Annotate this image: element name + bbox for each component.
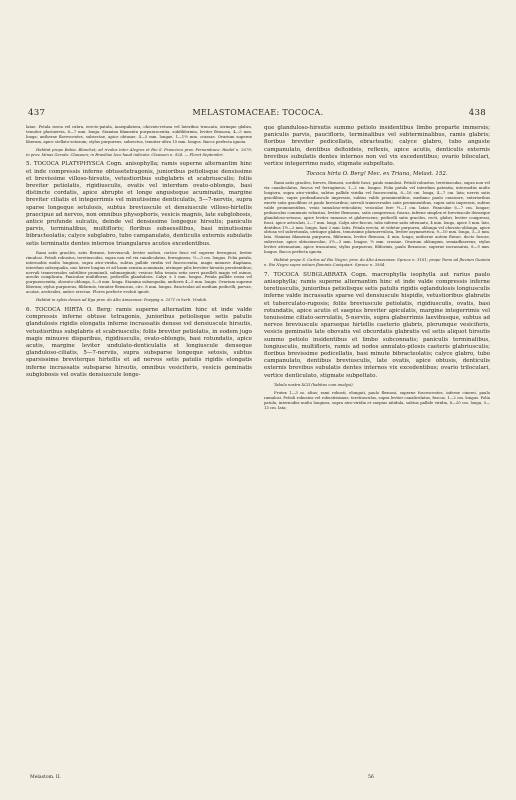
gathering-number: 56 [368,775,374,780]
species6-description: Rami satis graciles, breves, flexuosi, sordide fusci, paulo ramulosi. Petioli robustus, teretiusculus, supra non vel vix canaliculatus, fuscus vel ferrugineus, 1—2 cm. longus. Folia patula vel interdum patentia, internodiis multo longiora, supra atro-viridia, subtus pallide viridia vel fuscescentia, 8—16 cm. longa, 4—7 cm. lata; nervis satis gracilibus, supra profundiuscule impressis, subtus valde prominentibus, mediano paulo crassiore, exterioribus exerte satis gracilibus et paulo brevioribus; nervuli transversales satis prominentibus, supra satis impressis, subtus valde prominentibus, venis ramuloso-reticulatis; vesiculae fere ½—1 cm. latae. Paniculae 6—7 cm. longae; pedunculus communis robustus, leviter flexuosus, satis compressus, fuscus, inferne simplex et breviuscule denseque glanduloso-setosus, apice leviter ramosus et glabrescens; pedicelli satis graciles, recti, glabri, leviter compressi, fusci, apice articulati, 2—7 mm. longi. Calyx atro-fuscus, tubo inferne satis attenuato, 4 mm. longo, apice 3 mm. lato, dentibus 1½—2 mm. longis, basi 2 mm. latis. Petala erecta, ut videtur purpurea, oblonga vel obovato-oblonga, apice obtusa vel subretusula, utrinque glabra, tenuissime plurinervulosa, leviter asymmetrica, 9—10 mm. longa, 3—5 mm. lata. Stamina filamenta purpurea, filiformia, leviter flexuosa, 4 mm. longa; antherae autem flavae, docto fuscae, subrectae, apice obtusiusculae, 2½—3 mm. longae, ½ mm. crassae. Ovarium oblongum, semiadhaerens; stylus leviter attenuatum, apice truncatum; stylus purpureus, filiformis, paulo flexuosus, superne incrassatus, 8—9 mm. longus. Bacca perfecta ignota. [264,180,490,255]
species5-description: Rami satis graciles, satis flexuosi, breviusculi, leviter nodosi, cortice fusci vel superne ferruginei, leviter rimulosi. Petioli robustus, teretiusculus, supra non vel vix canaliculatus, ferrugineus, ½—3 cm. longus. Folia patula, internodiis multo longiora, supra atro-viridia, subtus pallide viridia vel fuscescentia, magis minusve diaphana, interdum subsequalia, uno latere longius et ad basin sensim acuminata, utrinque pilis breviter hirsutis persitentibus; nervuli transversales subtiliter prominuli, submarginati; vesicae folia tenuia setis nervi paralleli magis vel minus, areolis complicata. Paniculae multiflorae, pedicellis glandulosis. Calyx ± 3 mm. longus. Petala pallide rosea vel purpurascentia, obovato-oblonga, 5—6 mm. longa. Stamina subaequalia, antheris 4—5 mm. longis. Ovarium superne liberum; stylus purpureus, filiformis, tenuiter flexuosus, circ. 8 mm. longus. Bracteolae ad medium pedicelli, parvae, acutae, aestivales, antice erectae. Flores perfecte evoluti ignoti. [26,249,252,295]
species5-habitat: Habitat in sylvis densis ad Ega prov. do Alto Amazonas: Poeppig n. 2571 in herb. Vindob. [36,297,208,303]
species7-description: Frutex 1—3 m. altus; rami robusti, elongati, paulo flexuosi, superne fuscescentes, inferne cinerei, paulo ramulosi. Petioli robustus vel robustissimus, teretiusculus, supra leviter canaliculatus, fuscus, 1—2 cm. longus. Folia patula, internodiis multo longiora, supra atro-viridia et saepius nitidula, subtus pallide viridia, 8—20 cm. longa, 5—13 cm. lata; [264,389,490,410]
right-column [264,125,490,413]
page-number-left: 437 [28,108,46,118]
species5-diagnosis: 5. TOCOCA PLATYPHYSCA Cogn. anisophylla; ramis superne alternantim hinc et inde compressis inferne obtusetetragonis, junioribus petiolisque densissime et brevissime villoso-hirsutis, vetustioribus subglabris et scabriusculis; foliis breviter petiolatis, rigidiusculis, ovatis vel interdum ovato-oblongis, basi distincte cordatis, apice abrupte et longe angusteque acuminatis, margine breviter ciliatis et integerrimis vel minutissime denticulatis, 5—7-nerviis, supra sparse longeque setulosis, subtus breviuscule et densiuscule villoso-hirtellis praecipue ad nervos, non omnibus physophoris, vesicis magnis, late subglobosis, antice profunde sulcatis, deinde vel densissime longeque hirsutis; paniculis parvis, terminalibus, multifloris; floribus subsessilibus, basi minutissime bibracteolatis; calyce subglabro, tubo campanulato, denticulis externis subulatis setis terminatis dentes internos triangulares acutos excedentibus. [26,161,252,247]
species6-reference: Tococa hirta O. Berg! Mec. ex Triana, Melast. 152. [306,171,448,178]
running-header [0,108,516,122]
species7-diagnosis: 7. TOCOCA SUBGLABRATA Cogn. macrophylla isophylla aut rarius paulo anisophylla; ramis superne alternantim hinc et inde valde compressis inferne teretiusculis, junioribus petiolisque setis patulis rigidis eglandulosis longiusculis inferne valde incrassatis sparse vel densiuscule hispidis, vetustioribus glabratis et tuberculato-rugosis; foliis breviusculе petiolatis, rigidiusculis, ovatis, basi rotundatis, apice acutis et saepius breviter apiculatis, margine integerrimis vel tenuissime ciliato-serrulatis, 5-nerviis, supra glaberrimis laevibusque, subtus ad nervos breviuscule sparseque hirtellis caeterio glabris, plerumque vesiciferis, vesicis geminatis late obovatis vel obcordatis glabratis vel setis aliquot hirsutis summo petiolo insidentibus et limbo subconnatis; paniculis terminalibus, longiusculis, multifloris, ramis ad nodos annulato-pilosis caeteris glabriusculis; floribus brevissime pedicellatis, basi minute bibracteolatis; calyce glabro, tubo campanulato, dentibus breviusculis, late ovatis, apice obtusis, denticulis externis brevibus subulatis dentes internos vix excedentibus; ovario triloculari, vertice denticulato, stigmate subpeltato. [264,271,490,379]
species6-diagnosis: 6. TOCOCA HIRTA O. Berg: ramis superne alternatim hinc et inde valde compressis inferne obtuse tetragonis, junioribus petiolisque setis patulis glandulosis rigidis elongatis inferne incrassatis densse vel densiuscule hirsutis, vetustioribus subglabris et scabriusculis; foliis breviter petiolatis, in eodem jugo magis minusve disparibus, rigidiusculis, ovato-oblongis, basi rotundatis, apice acutis, margine leviter undulato-denticulatis et longiuscule denseque glanduloso-ciliatis, 5—7-nerviis, supra subsparse longeque setosis, subtus sparsissime breviterque hirtellis et ad nervos setis patulis rigidis elongatis inferne incrassatis subsparse hirsutis, omnibus vesiciferis, vesicis geminatis subglobosis vel ovatis densiuscule longe- [26,306,252,378]
running-title: MELASTOMACEAE: TOCOCA. [192,108,324,117]
page-number-right: 438 [468,108,486,118]
left-column [26,125,252,382]
species7-plate-reference: Tabula nostra XCII (habitus cum analysi). [274,381,354,387]
species6-habitat: Habitat prope S. Carlos ad Rio Negro: prov. do Alto Amazonas: Spruce n. 3161; prope Tomo ad fluvium Guainia n. Rio Negro supra ostium fluminis Casiquiari: Spruce n. 3564. [264,257,490,267]
signature-mark: Melastom. II. [30,775,61,780]
species4-description-end: latae. Petala rosea vel rubra, erecto-patula, inaequilatera, obovato-retusa vel lateribus truncata, utrinque glabra, tenuiter pluriuervia, 6—7 mm. longa. Stamina filamenta purpurascentia, subfiliformia, leviter flexuosa, 4—5 mm. longa; antherae flavescentes, subsectae, apice obtusae, 4—5 mm. longae, 1—1½ mm. crassae. Ovarium superne liberum, apice stellato-setosum; stylus purpureus, subrectus, tenuiter ultra 10 mm. longus. Bacca perfecta ignota. [26,124,252,144]
species4-habitat: Habitat prope Bahia: Blanchet; ad rivulos inter Alegres et Rio S. Francisco prov. Pernambuco: Riedel n. 2679; in prov. Minas Geraës: Claussen; in Brasiliae loco haud indicato: Claussen n. 924. — Floret Septembri. [26,146,252,157]
species6-diagnosis-cont: que glanduloso-hirsutis summo petiolo insidentibus limbo proparte immersis; paniculis parvis, paucifloris, terminalibus vel subterminalibus, ramis glabris; floribus breviter pedicellatis, ebracteatis; calyce glabro, tubo anguste campanulato, dentibus deltoideis, reflexis, apice acutis, denticulis externis brevibus subulatis dentes internos non vel vix excedentibus; ovario biloculari, vertice integerrimo nudo, stigmate subpeltato. [264,125,490,168]
